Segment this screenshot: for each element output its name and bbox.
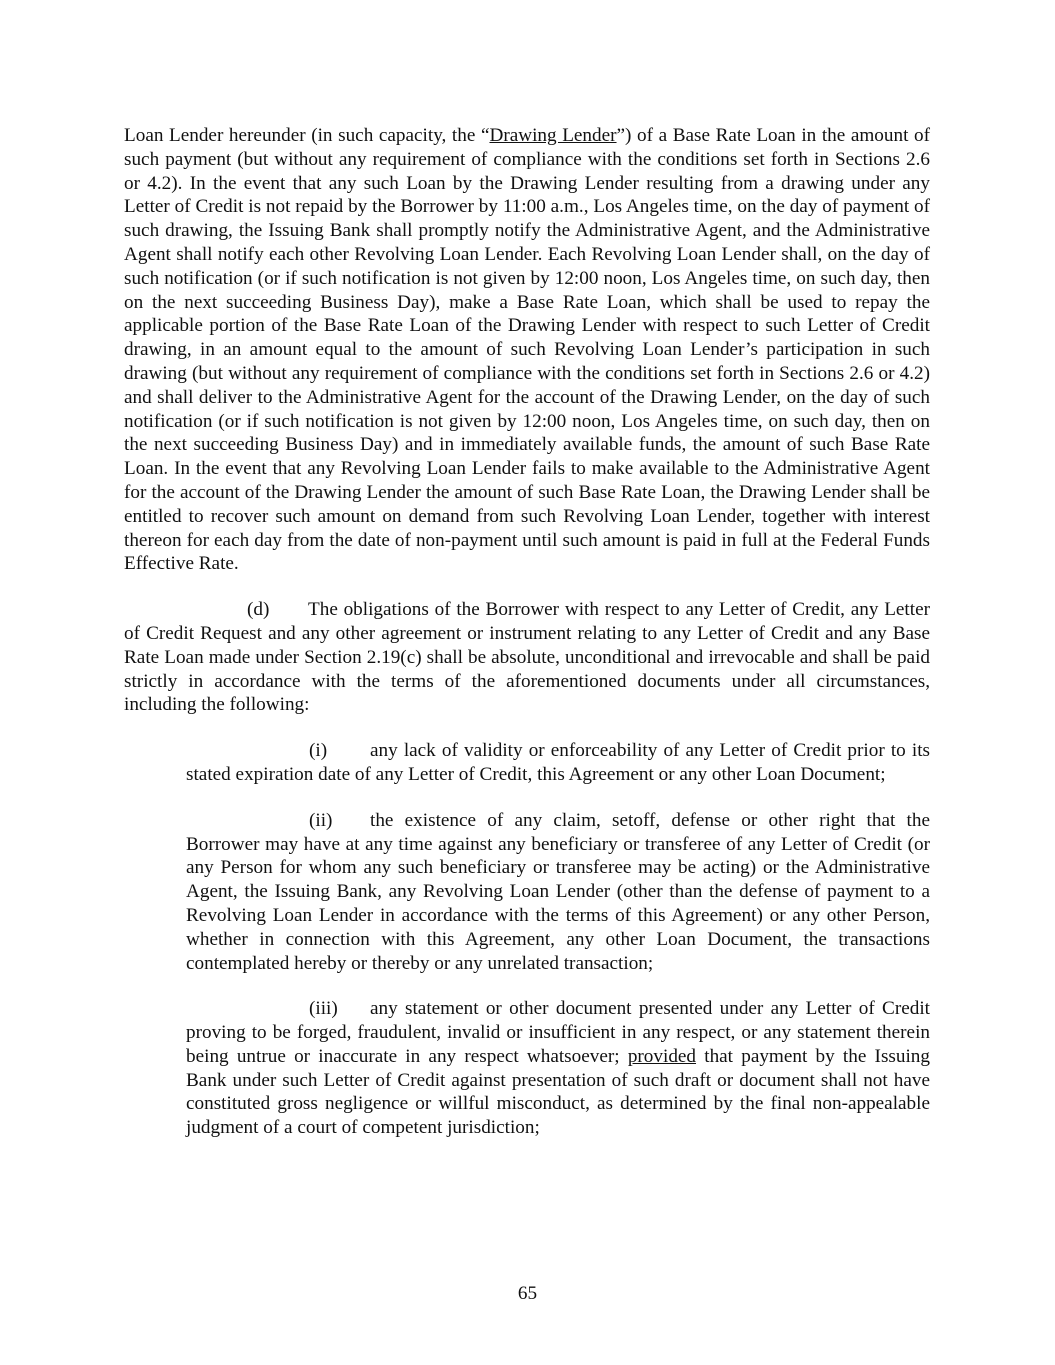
defined-term-drawing-lender: Drawing Lender [489,125,617,146]
paragraph-c [124,124,930,576]
document-page [124,124,930,1162]
item-iii-label: (iii) [309,998,338,1020]
item-ii-text: the existence of any claim, setoff, defense or other right that the Borrower may have at any time against any beneficiary or transferee of any Letter of Credit (or any Person for whom any such beneficiary or transferee may be acting) or the Administrative Agent, the Issuing Bank, any Revolving Loan Lender (other than the defense of payment to a Revolving Loan Lender in accordance with the terms of this Agreement) or any other Person, whether in connection with this Agreement, any other Loan Document, the transactions contemplated hereby or thereby or any unrelated transaction; [186,809,930,974]
item-i-label: (i) [309,740,328,762]
paragraph-d [124,598,930,717]
paragraph-d-text: The obligations of the Borrower with respect to any Letter of Credit, any Letter of Credit Request and any other agreement or instrument relating to any Letter of Credit and any Base Rate Loan made under Section 2.19(c) shall be absolute, unconditional and irrevocable and shall be paid strictly in accordance with the terms of the aforementioned documents under all circumstances, including the following: [124,599,930,716]
item-iii-text-start: any statement or other document presented under any Letter of Credit proving to be forged, fraudulent, invalid or insufficient in any respect, or any statement therein being untrue or inaccurate in any respect whatsoever; [186,998,930,1067]
paragraph-c-text-start: Loan Lender hereunder (in such capacity, the “ [124,125,490,146]
item-ii [186,809,930,976]
page-number: 65 [517,1283,538,1304]
item-iii [186,997,930,1140]
item-i-text: any lack of validity or enforceability of any Letter of Credit prior to its stated expiration date of any Letter of Credit, this Agreement or any other Loan Document; [186,740,930,785]
item-iii-text-rest: that payment by the Issuing Bank under such Letter of Credit against presentation of such draft or document shall not have constituted gross negligence or willful misconduct, as determined by the final non-appealable judgment of a court of competent jurisdiction; [186,1045,930,1139]
item-ii-label: (ii) [309,809,333,831]
item-i [186,739,930,787]
paragraph-d-label: (d) [247,599,270,621]
paragraph-c-text-rest: ”) of a Base Rate Loan in the amount of such payment (but without any requirement of compliance with the conditions set forth in Sections 2.6 or 4.2). In the event that any such Loan by the Drawing Lender resulting from a drawing under any Letter of Credit is not repaid by the Borrower by 11:00 a.m., Los Angeles time, on the day of payment of such drawing, the Issuing Bank shall promptly notify the Administrative Agent, and the Administrative Agent shall notify each other Revolving Loan Lender. Each Revolving Loan Lender shall, on the day of such notification (or if such notification is not given by 12:00 noon, Los Angeles time, on such day, then on the next succeeding Business Day), make a Base Rate Loan, which shall be used to repay the applicable portion of the Base Rate Loan of the Drawing Lender with respect to such Letter of Credit drawing, in an amount equal to the amount of such Revolving Loan Lender’s participation in such drawing (but without any requirement of compliance with the conditions set forth in Sections 2.6 or 4.2) and shall deliver to the Administrative Agent for the account of the Drawing Lender, on the day of such notification (or if such notification is not given by 12:00 noon, Los Angeles time, on such day, then on the next succeeding Business Day) and in immediately available funds, the amount of such Base Rate Loan. In the event that any Revolving Loan Lender fails to make available to the Administrative Agent for the account of the Drawing Lender the amount of such Base Rate Loan, the Drawing Lender shall be entitled to recover such amount on demand from such Revolving Loan Lender, together with interest thereon for each day from the date of non-payment until such amount is paid in full at the Federal Funds Effective Rate. [124,125,930,575]
emphasis-provided: provided [627,1045,697,1067]
